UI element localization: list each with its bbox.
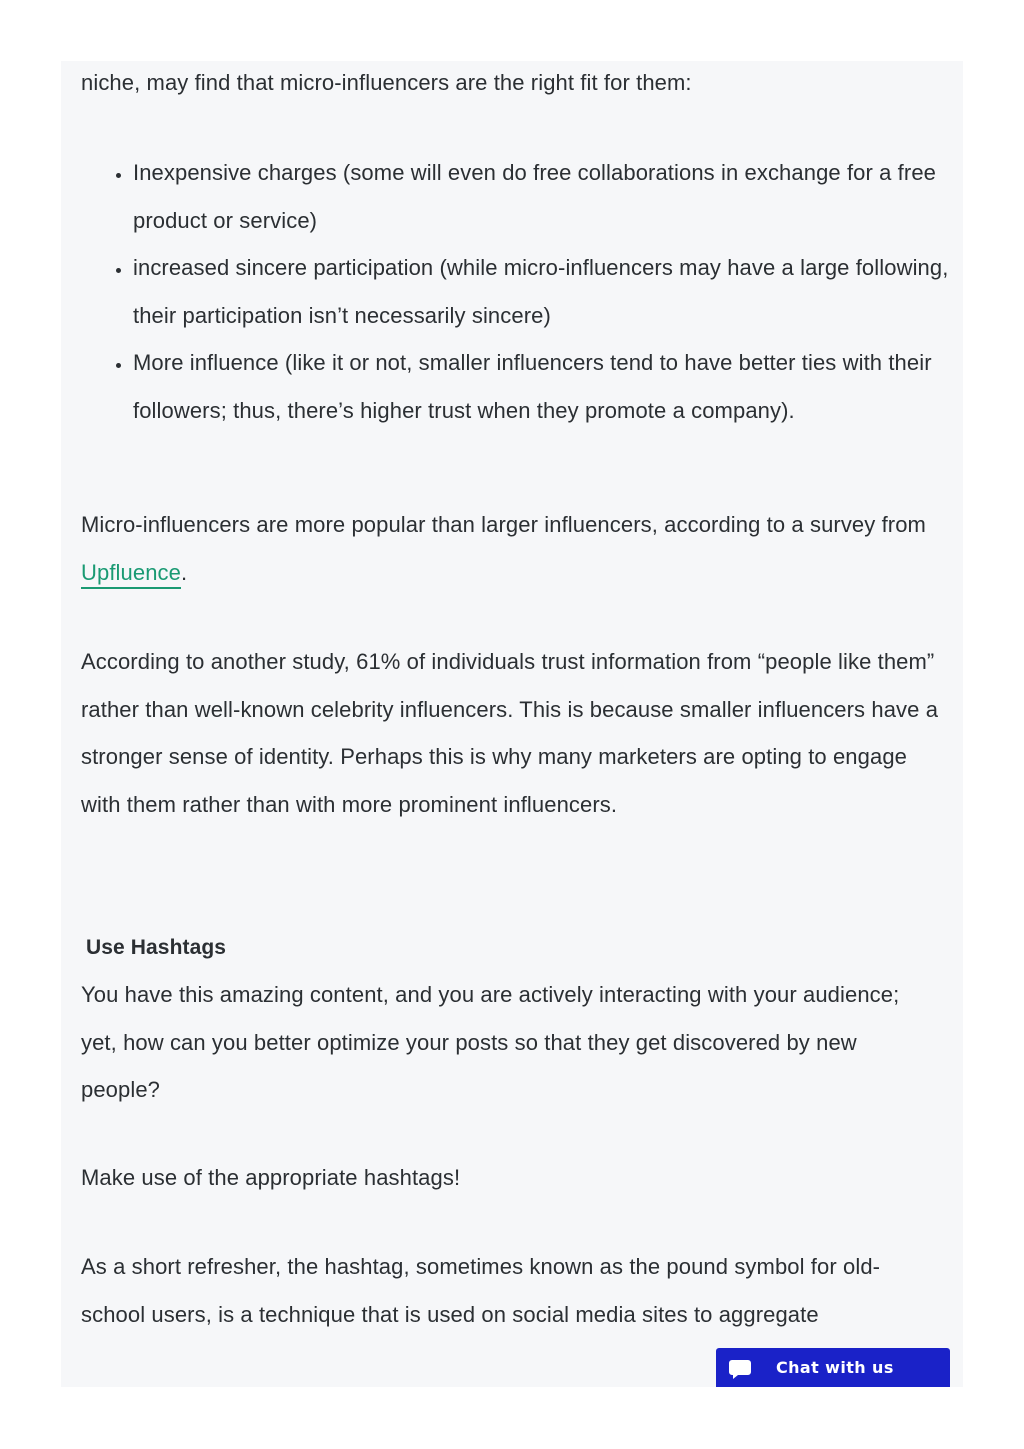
chat-label: Chat with us	[776, 1358, 894, 1377]
section-heading: Use Hashtags	[86, 936, 227, 959]
chat-bubble-icon	[728, 1357, 752, 1381]
list-item: • Inexpensive charges (some will even do free collaborations in exchange for a free product or service)	[133, 149, 963, 244]
popularity-end: .	[180, 559, 188, 585]
benefits-list	[81, 149, 963, 434]
intro-paragraph: niche, may find that micro-influencers are the right fit for them:	[81, 70, 692, 95]
upfluence-link[interactable]: Upfluence	[81, 560, 181, 589]
list-item: • More influence (like it or not, smaller influencers tend to have better ties with their followers; thus, there’s higher trust when they promote a company).	[133, 339, 963, 434]
list-item: • increased sincere participation (while micro-influencers may have a large following, their participation isn’t necessarily sincere)	[133, 244, 963, 339]
article-page	[61, 61, 963, 1387]
chat-with-us-button[interactable]	[716, 1348, 950, 1387]
popularity-paragraph	[81, 501, 941, 596]
hashtag-intro-paragraph: You have this amazing content, and you are actively interacting with your audience; yet, how can you better optimize your posts so that they get discovered by new people?	[81, 982, 900, 1102]
popularity-text: Micro-influencers are more popular than larger influencers, according to a survey from	[81, 512, 926, 537]
refresher-paragraph: As a short refresher, the hashtag, sometimes known as the pound symbol for old-school users, is a technique that is used on social media sites to aggregate	[81, 1254, 881, 1327]
study-paragraph: According to another study, 61% of individuals trust information from “people like them” rather than well-known celebrity influencers. This is because smaller influencers have a stronger sense of identity. Perhaps this is why many marketers are opting to engage with them rather than with more prominent influencers.	[81, 649, 939, 817]
hashtag-cta-paragraph: Make use of the appropriate hashtags!	[81, 1165, 461, 1190]
